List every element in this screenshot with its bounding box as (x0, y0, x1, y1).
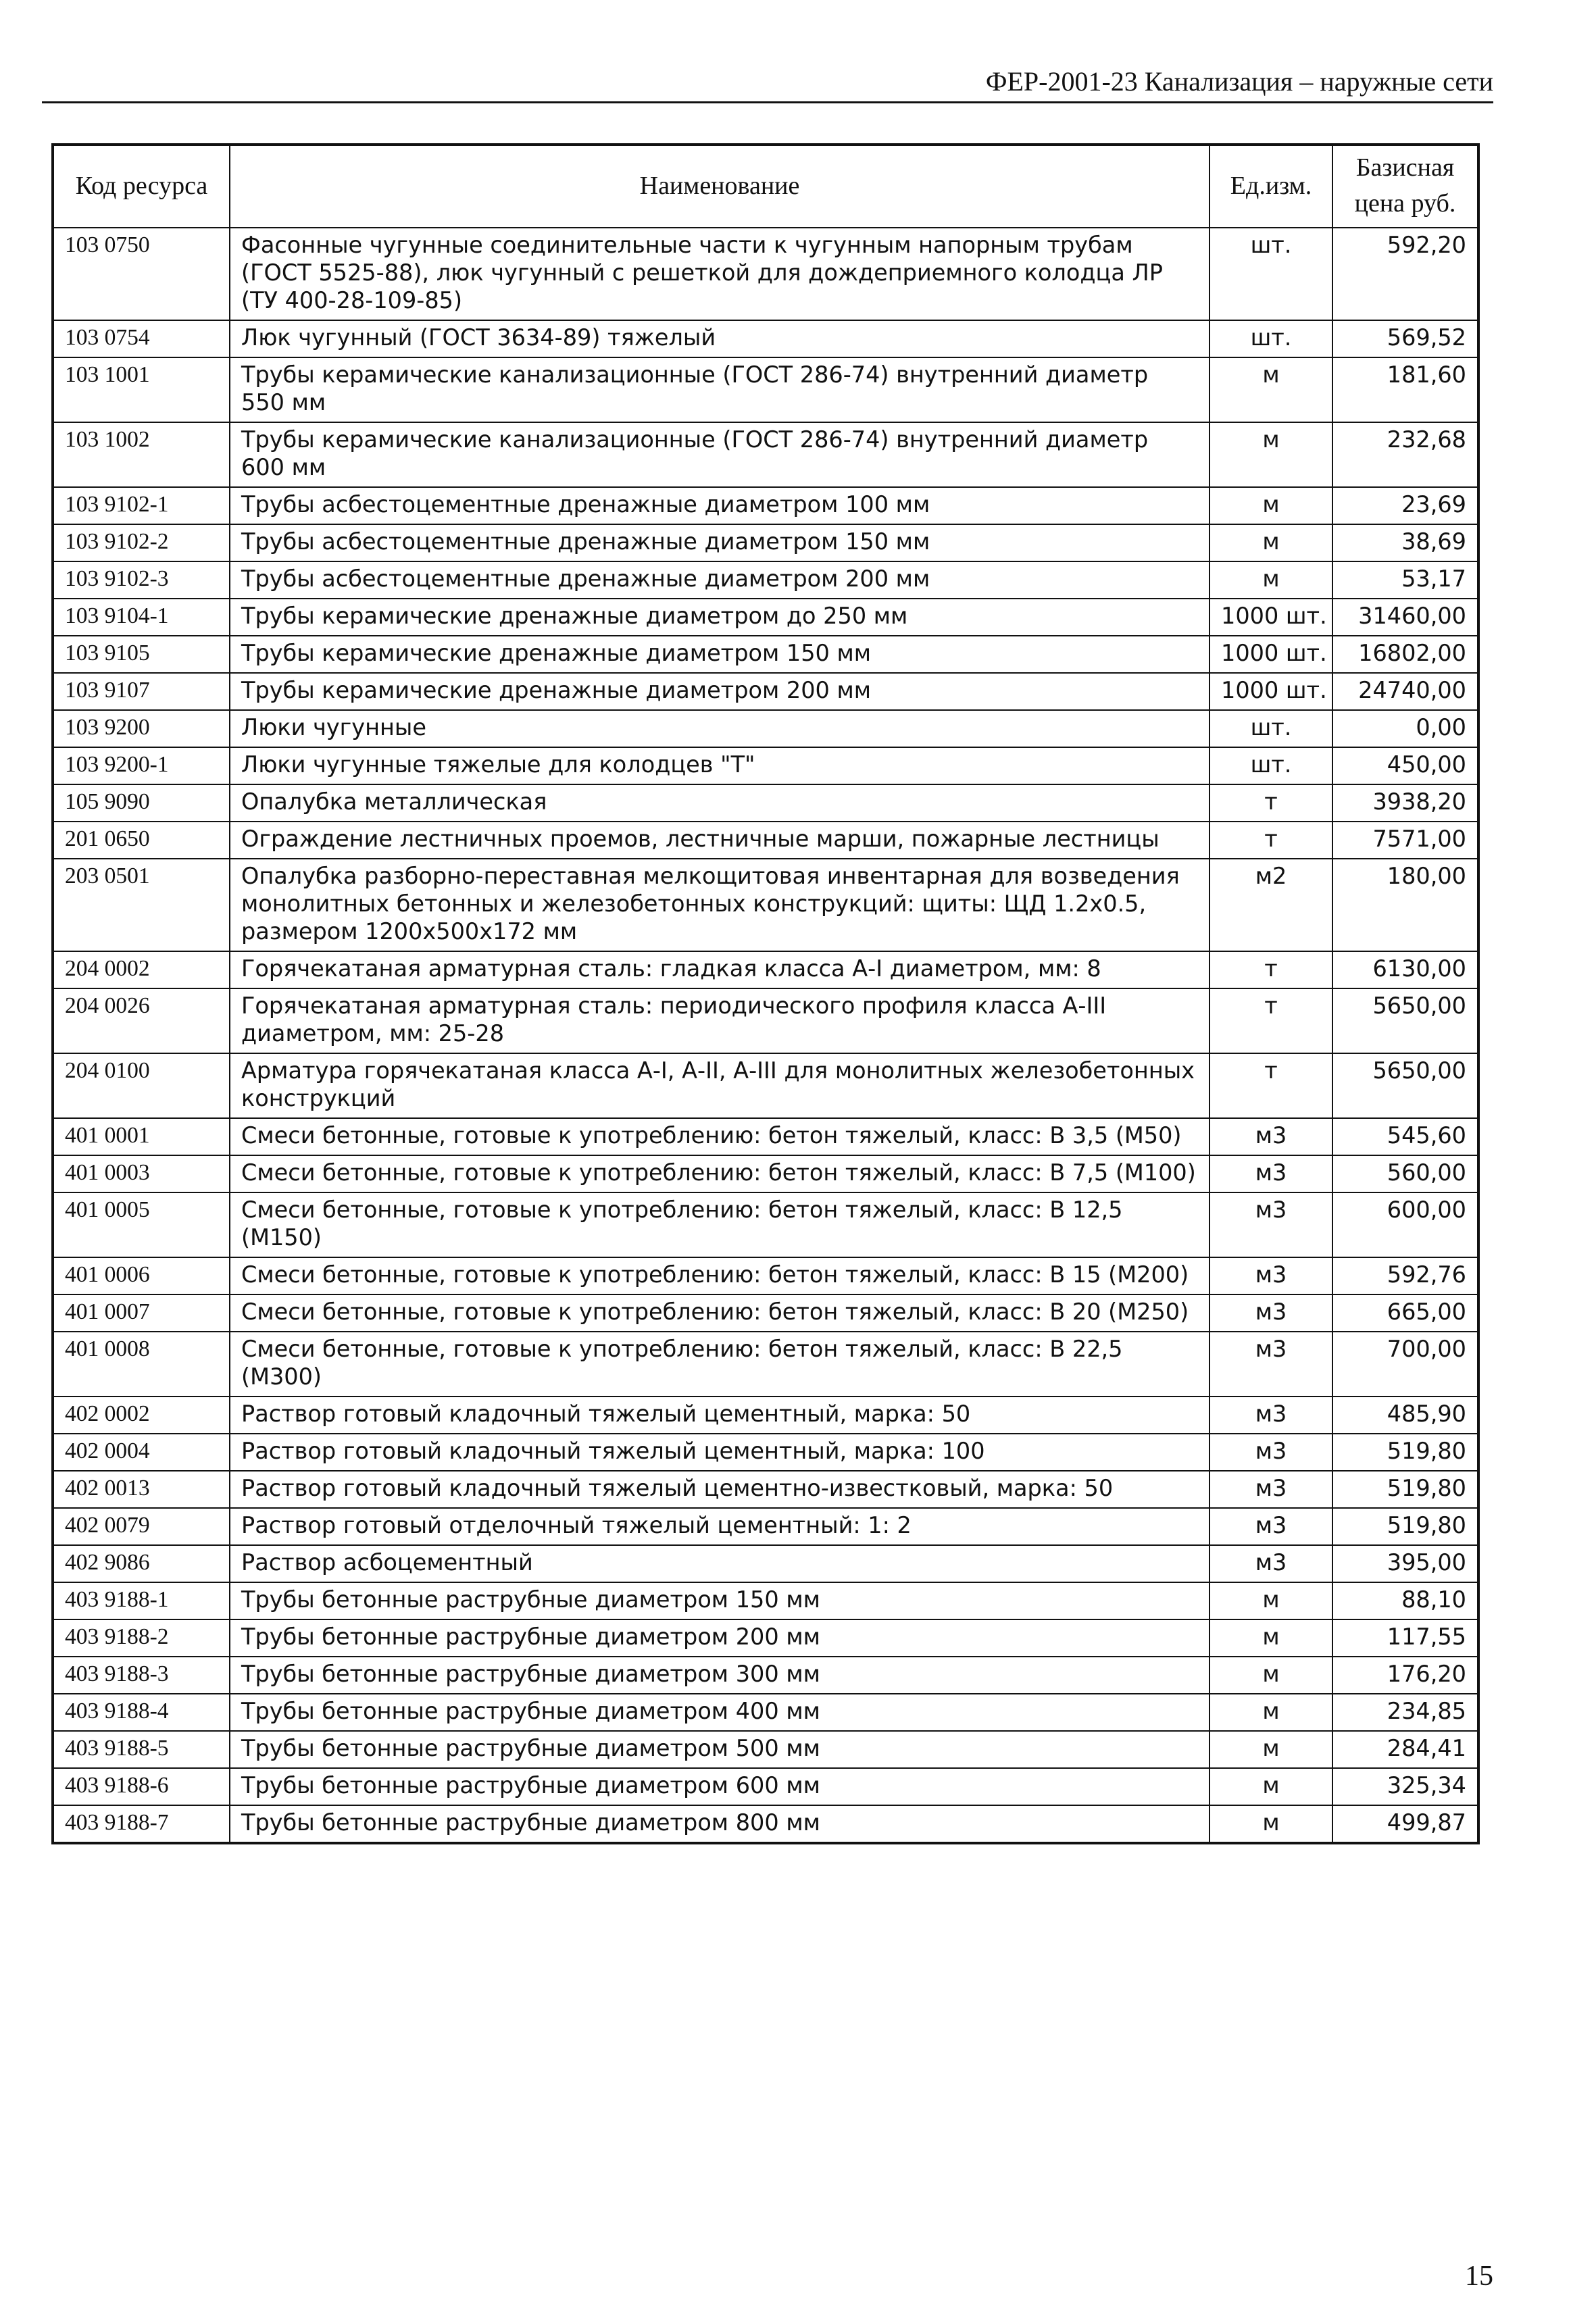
resource-name: Трубы асбестоцементные дренажные диаметром 150 мм (230, 524, 1210, 561)
base-price: 519,80 (1332, 1508, 1478, 1545)
unit-of-measure: м3 (1210, 1434, 1332, 1471)
resource-name: Люки чугунные тяжелые для колодцев "Т" (230, 747, 1210, 784)
resource-name: Трубы бетонные раструбные диаметром 500 мм (230, 1731, 1210, 1768)
table-row (53, 1118, 1478, 1155)
base-price: 232,68 (1332, 422, 1478, 487)
resource-code: 403 9188-7 (53, 1805, 230, 1843)
base-price: 592,76 (1332, 1257, 1478, 1294)
resource-code: 402 0013 (53, 1471, 230, 1508)
resource-code: 402 0004 (53, 1434, 230, 1471)
resource-price-table (51, 143, 1480, 1844)
resource-code: 103 9102-2 (53, 524, 230, 561)
running-header: ФЕР-2001-23 Канализация – наружные сети (985, 66, 1493, 97)
table-row (53, 1294, 1478, 1332)
resource-code: 401 0006 (53, 1257, 230, 1294)
base-price: 3938,20 (1332, 784, 1478, 822)
unit-of-measure: 1000 шт. (1210, 599, 1332, 636)
base-price: 519,80 (1332, 1434, 1478, 1471)
resource-code: 401 0001 (53, 1118, 230, 1155)
unit-of-measure: м3 (1210, 1257, 1332, 1294)
base-price: 53,17 (1332, 561, 1478, 599)
resource-name: Трубы бетонные раструбные диаметром 300 мм (230, 1657, 1210, 1694)
resource-name: Трубы керамические дренажные диаметром до 250 мм (230, 599, 1210, 636)
page-number: 15 (1465, 2261, 1493, 2292)
base-price: 600,00 (1332, 1192, 1478, 1257)
resource-name: Раствор готовый кладочный тяжелый цементный, марка: 50 (230, 1397, 1210, 1434)
base-price: 24740,00 (1332, 673, 1478, 710)
resource-code: 204 0002 (53, 951, 230, 988)
unit-of-measure: м3 (1210, 1192, 1332, 1257)
table-row (53, 1582, 1478, 1619)
table-row (53, 487, 1478, 524)
unit-of-measure: 1000 шт. (1210, 636, 1332, 673)
table-row (53, 636, 1478, 673)
base-price: 180,00 (1332, 859, 1478, 951)
resource-name: Горячекатаная арматурная сталь: гладкая класса А-I диаметром, мм: 8 (230, 951, 1210, 988)
resource-name: Трубы бетонные раструбные диаметром 150 мм (230, 1582, 1210, 1619)
resource-code: 105 9090 (53, 784, 230, 822)
header-rule (42, 101, 1493, 103)
table-row (53, 1805, 1478, 1843)
resource-name: Трубы керамические дренажные диаметром 200 мм (230, 673, 1210, 710)
table-row (53, 1768, 1478, 1805)
resource-name: Арматура горячекатаная класса А-I, А-II, А-III для монолитных железобетонных конструкций (230, 1053, 1210, 1118)
unit-of-measure: м3 (1210, 1294, 1332, 1332)
unit-of-measure: м3 (1210, 1471, 1332, 1508)
resource-name: Смеси бетонные, готовые к употреблению: бетон тяжелый, класс: В 22,5 (М300) (230, 1332, 1210, 1397)
resource-name: Смеси бетонные, готовые к употреблению: бетон тяжелый, класс: В 12,5 (М150) (230, 1192, 1210, 1257)
resource-code: 103 9105 (53, 636, 230, 673)
resource-name: Опалубка металлическая (230, 784, 1210, 822)
column-header-code: Код ресурса (53, 145, 230, 228)
base-price: 5650,00 (1332, 1053, 1478, 1118)
resource-code: 402 9086 (53, 1545, 230, 1582)
unit-of-measure: м3 (1210, 1155, 1332, 1192)
table-row (53, 673, 1478, 710)
unit-of-measure: м3 (1210, 1508, 1332, 1545)
table-row (53, 988, 1478, 1053)
unit-of-measure: м (1210, 1582, 1332, 1619)
table-row (53, 1155, 1478, 1192)
base-price: 7571,00 (1332, 822, 1478, 859)
table-row (53, 320, 1478, 357)
table-row (53, 1053, 1478, 1118)
table-row (53, 357, 1478, 422)
table-row (53, 524, 1478, 561)
unit-of-measure: т (1210, 784, 1332, 822)
base-price: 700,00 (1332, 1332, 1478, 1397)
resource-code: 103 0750 (53, 228, 230, 320)
unit-of-measure: м (1210, 487, 1332, 524)
resource-name: Смеси бетонные, готовые к употреблению: бетон тяжелый, класс: В 20 (М250) (230, 1294, 1210, 1332)
resource-code: 103 1002 (53, 422, 230, 487)
table-row (53, 1257, 1478, 1294)
unit-of-measure: т (1210, 951, 1332, 988)
resource-code: 203 0501 (53, 859, 230, 951)
resource-name: Люк чугунный (ГОСТ 3634-89) тяжелый (230, 320, 1210, 357)
table-row (53, 1508, 1478, 1545)
unit-of-measure: м (1210, 1657, 1332, 1694)
table-row (53, 951, 1478, 988)
resource-code: 403 9188-1 (53, 1582, 230, 1619)
resource-code: 402 0002 (53, 1397, 230, 1434)
base-price: 31460,00 (1332, 599, 1478, 636)
resource-code: 401 0005 (53, 1192, 230, 1257)
base-price: 569,52 (1332, 320, 1478, 357)
base-price: 665,00 (1332, 1294, 1478, 1332)
table-row (53, 561, 1478, 599)
base-price: 499,87 (1332, 1805, 1478, 1843)
table-row (53, 784, 1478, 822)
base-price: 234,85 (1332, 1694, 1478, 1731)
resource-name: Смеси бетонные, готовые к употреблению: бетон тяжелый, класс: В 3,5 (М50) (230, 1118, 1210, 1155)
base-price: 181,60 (1332, 357, 1478, 422)
resource-code: 103 9107 (53, 673, 230, 710)
table-row (53, 1545, 1478, 1582)
base-price: 5650,00 (1332, 988, 1478, 1053)
resource-code: 201 0650 (53, 822, 230, 859)
base-price: 0,00 (1332, 710, 1478, 747)
base-price: 545,60 (1332, 1118, 1478, 1155)
resource-code: 103 9200-1 (53, 747, 230, 784)
unit-of-measure: шт. (1210, 320, 1332, 357)
unit-of-measure: м (1210, 1768, 1332, 1805)
table-row (53, 422, 1478, 487)
base-price: 592,20 (1332, 228, 1478, 320)
resource-name: Ограждение лестничных проемов, лестничные марши, пожарные лестницы (230, 822, 1210, 859)
unit-of-measure: м (1210, 1731, 1332, 1768)
base-price: 38,69 (1332, 524, 1478, 561)
resource-name: Горячекатаная арматурная сталь: периодического профиля класса А-III диаметром, мм: 25-28 (230, 988, 1210, 1053)
table-row (53, 1192, 1478, 1257)
base-price: 117,55 (1332, 1619, 1478, 1657)
base-price: 395,00 (1332, 1545, 1478, 1582)
unit-of-measure: м (1210, 561, 1332, 599)
unit-of-measure: м (1210, 357, 1332, 422)
resource-code: 401 0008 (53, 1332, 230, 1397)
column-header-name: Наименование (230, 145, 1210, 228)
base-price: 325,34 (1332, 1768, 1478, 1805)
resource-code: 103 9104-1 (53, 599, 230, 636)
resource-code: 401 0003 (53, 1155, 230, 1192)
column-header-price: Базисная цена руб. (1332, 145, 1478, 228)
table-row (53, 1731, 1478, 1768)
base-price: 485,90 (1332, 1397, 1478, 1434)
base-price: 284,41 (1332, 1731, 1478, 1768)
resource-name: Трубы асбестоцементные дренажные диаметром 200 мм (230, 561, 1210, 599)
table-row (53, 1397, 1478, 1434)
column-header-unit: Ед.изм. (1210, 145, 1332, 228)
unit-of-measure: т (1210, 988, 1332, 1053)
unit-of-measure: м3 (1210, 1332, 1332, 1397)
resource-name: Трубы бетонные раструбные диаметром 600 мм (230, 1768, 1210, 1805)
resource-code: 204 0100 (53, 1053, 230, 1118)
resource-name: Трубы асбестоцементные дренажные диаметром 100 мм (230, 487, 1210, 524)
resource-code: 103 9200 (53, 710, 230, 747)
resource-name: Трубы бетонные раструбные диаметром 400 мм (230, 1694, 1210, 1731)
unit-of-measure: шт. (1210, 228, 1332, 320)
table-row (53, 822, 1478, 859)
resource-name: Смеси бетонные, готовые к употреблению: бетон тяжелый, класс: В 15 (М200) (230, 1257, 1210, 1294)
resource-code: 103 9102-3 (53, 561, 230, 599)
resource-name: Трубы керамические дренажные диаметром 150 мм (230, 636, 1210, 673)
resource-name: Фасонные чугунные соединительные части к чугунным напорным трубам (ГОСТ 5525-88), люк чугунный с решеткой для дождеприемного колодца ЛР (ТУ 400-28-109-85) (230, 228, 1210, 320)
unit-of-measure: м (1210, 422, 1332, 487)
unit-of-measure: м (1210, 1694, 1332, 1731)
resource-name: Раствор готовый отделочный тяжелый цементный: 1: 2 (230, 1508, 1210, 1545)
resource-name: Раствор готовый кладочный тяжелый цементный, марка: 100 (230, 1434, 1210, 1471)
table-row (53, 228, 1478, 320)
table-row (53, 859, 1478, 951)
table-row (53, 1619, 1478, 1657)
table-row (53, 599, 1478, 636)
unit-of-measure: т (1210, 822, 1332, 859)
unit-of-measure: 1000 шт. (1210, 673, 1332, 710)
unit-of-measure: шт. (1210, 747, 1332, 784)
resource-code: 403 9188-3 (53, 1657, 230, 1694)
resource-code: 403 9188-5 (53, 1731, 230, 1768)
resource-name: Трубы бетонные раструбные диаметром 800 мм (230, 1805, 1210, 1843)
table-row (53, 1694, 1478, 1731)
resource-name: Трубы керамические канализационные (ГОСТ 286-74) внутренний диаметр 550 мм (230, 357, 1210, 422)
resource-code: 403 9188-2 (53, 1619, 230, 1657)
base-price: 16802,00 (1332, 636, 1478, 673)
base-price: 519,80 (1332, 1471, 1478, 1508)
resource-code: 403 9188-4 (53, 1694, 230, 1731)
table-body (53, 228, 1478, 1843)
resource-code: 103 9102-1 (53, 487, 230, 524)
resource-code: 403 9188-6 (53, 1768, 230, 1805)
base-price: 88,10 (1332, 1582, 1478, 1619)
unit-of-measure: м (1210, 1619, 1332, 1657)
unit-of-measure: т (1210, 1053, 1332, 1118)
table-row (53, 710, 1478, 747)
resource-name: Раствор готовый кладочный тяжелый цементно-известковый, марка: 50 (230, 1471, 1210, 1508)
resource-name: Люки чугунные (230, 710, 1210, 747)
unit-of-measure: м3 (1210, 1397, 1332, 1434)
base-price: 23,69 (1332, 487, 1478, 524)
table-header-row (53, 145, 1478, 228)
resource-name: Опалубка разборно-переставная мелкощитовая инвентарная для возведения монолитных бетонных и железобетонных конструкций: щиты: ЩД 1.2x0.5, размером 1200x500x172 мм (230, 859, 1210, 951)
resource-name: Смеси бетонные, готовые к употреблению: бетон тяжелый, класс: В 7,5 (М100) (230, 1155, 1210, 1192)
unit-of-measure: м (1210, 1805, 1332, 1843)
table-row (53, 747, 1478, 784)
base-price: 6130,00 (1332, 951, 1478, 988)
resource-name: Раствор асбоцементный (230, 1545, 1210, 1582)
base-price: 450,00 (1332, 747, 1478, 784)
unit-of-measure: м3 (1210, 1545, 1332, 1582)
resource-code: 204 0026 (53, 988, 230, 1053)
resource-code: 103 0754 (53, 320, 230, 357)
table-row (53, 1657, 1478, 1694)
resource-code: 402 0079 (53, 1508, 230, 1545)
unit-of-measure: м2 (1210, 859, 1332, 951)
table-row (53, 1434, 1478, 1471)
resource-name: Трубы керамические канализационные (ГОСТ 286-74) внутренний диаметр 600 мм (230, 422, 1210, 487)
resource-code: 103 1001 (53, 357, 230, 422)
table-row (53, 1471, 1478, 1508)
base-price: 560,00 (1332, 1155, 1478, 1192)
unit-of-measure: м (1210, 524, 1332, 561)
unit-of-measure: шт. (1210, 710, 1332, 747)
resource-name: Трубы бетонные раструбные диаметром 200 мм (230, 1619, 1210, 1657)
table-row (53, 1332, 1478, 1397)
resource-code: 401 0007 (53, 1294, 230, 1332)
base-price: 176,20 (1332, 1657, 1478, 1694)
unit-of-measure: м3 (1210, 1118, 1332, 1155)
